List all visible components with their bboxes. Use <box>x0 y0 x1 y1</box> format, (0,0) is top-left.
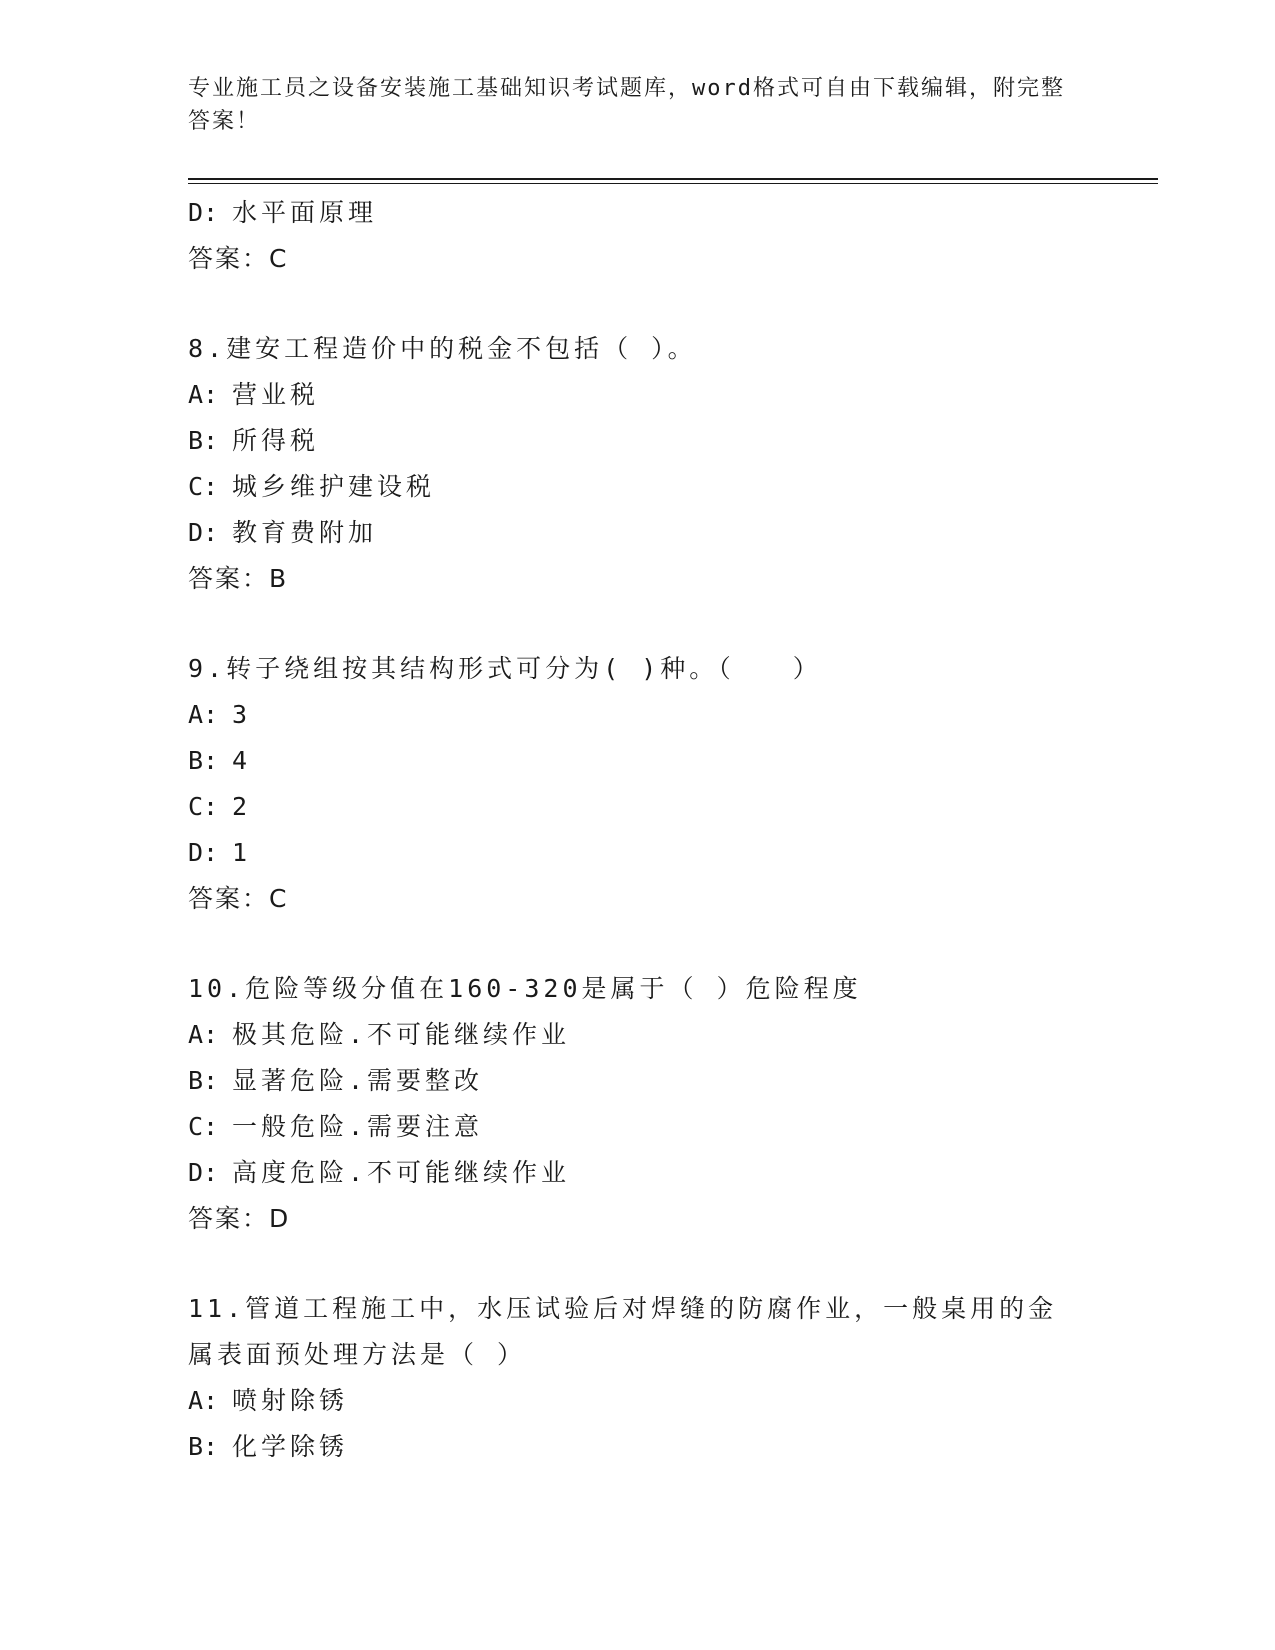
option-letter: C: <box>188 1112 219 1141</box>
option-c <box>188 1104 1088 1150</box>
option-text: 2 <box>232 792 252 821</box>
answer-line: 答案：C <box>188 244 289 273</box>
option-a <box>188 1012 1088 1058</box>
option-text: 1 <box>232 838 252 867</box>
question-stem: 8.建安工程造价中的税金不包括（ ）。 <box>188 334 697 363</box>
option-text: 城乡维护建设税 <box>232 472 436 501</box>
option-c <box>188 784 1088 830</box>
option-letter: B: <box>188 426 219 455</box>
option-text: 极其危险.不可能继续作业 <box>232 1020 571 1049</box>
option-letter: B: <box>188 1066 219 1095</box>
option-letter: D: <box>188 838 219 867</box>
option-letter: A: <box>188 700 219 729</box>
option-text: 显著危险.需要整改 <box>232 1066 484 1095</box>
answer-line: 答案：D <box>188 1204 291 1233</box>
option-text: 喷射除锈 <box>232 1386 349 1415</box>
option-d <box>188 190 1088 236</box>
option-letter: D: <box>188 198 219 227</box>
option-letter: D: <box>188 518 219 547</box>
page-header-title: 专业施工员之设备安装施工基础知识考试题库，word格式可自由下载编辑，附完整答案！ <box>188 76 1065 134</box>
option-b <box>188 738 1088 784</box>
option-text: 4 <box>232 746 252 775</box>
question-10 <box>188 966 1088 1242</box>
option-text: 教育费附加 <box>232 518 378 547</box>
option-letter: A: <box>188 1386 219 1415</box>
option-letter: C: <box>188 792 219 821</box>
question-7-tail <box>188 190 1088 282</box>
option-text: 水平面原理 <box>232 198 378 227</box>
option-text: 化学除锈 <box>232 1432 349 1461</box>
answer-line: 答案：C <box>188 884 289 913</box>
option-d <box>188 830 1088 876</box>
option-text: 营业税 <box>232 380 320 409</box>
option-letter: A: <box>188 380 219 409</box>
question-list <box>188 190 1088 1470</box>
option-letter: A: <box>188 1020 219 1049</box>
option-a <box>188 372 1088 418</box>
question-11 <box>188 1286 1088 1470</box>
option-text: 所得税 <box>232 426 320 455</box>
question-9 <box>188 646 1088 922</box>
option-text: 3 <box>232 700 252 729</box>
option-c <box>188 464 1088 510</box>
question-stem: 10.危险等级分值在160-320是属于（ ）危险程度 <box>188 974 862 1003</box>
option-d <box>188 1150 1088 1196</box>
option-text: 高度危险.不可能继续作业 <box>232 1158 571 1187</box>
option-b <box>188 418 1088 464</box>
header-divider <box>188 178 1158 184</box>
option-letter: D: <box>188 1158 219 1187</box>
option-letter: B: <box>188 1432 219 1461</box>
option-a <box>188 1378 1088 1424</box>
option-d <box>188 510 1088 556</box>
answer-line: 答案：B <box>188 564 289 593</box>
option-text: 一般危险.需要注意 <box>232 1112 484 1141</box>
question-8 <box>188 326 1088 602</box>
option-b <box>188 1424 1088 1470</box>
option-letter: B: <box>188 746 219 775</box>
document-page <box>188 0 1158 1650</box>
option-b <box>188 1058 1088 1104</box>
option-letter: C: <box>188 472 219 501</box>
option-a <box>188 692 1088 738</box>
question-stem: 11.管道工程施工中，水压试验后对焊缝的防腐作业，一般桌用的金属表面预处理方法是（ ） <box>188 1294 1058 1369</box>
question-stem: 9.转子绕组按其结构形式可分为( )种。（ ） <box>188 654 822 683</box>
